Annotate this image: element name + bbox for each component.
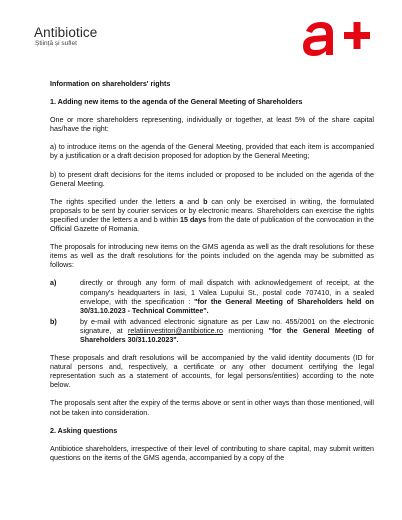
paragraph: One or more shareholders representing, individually or together, at least 5% of the share capital has/have the right: xyxy=(50,116,374,134)
bold-days: 15 days xyxy=(180,215,207,224)
text-run: The rights specified under the letters xyxy=(50,197,180,206)
text-run: directly or through any form of mail dispatch with acknowledgement of receipt, at the company's headquarters in Iasi, 1 Valea Lupului St., postal code 707410, in a sealed envelope, with the specification : xyxy=(80,279,374,306)
text-run: by e-mail with advanced electronic signature as per Law no. 455/2001 on the electronic signature, at xyxy=(80,317,374,335)
paragraph-rights-exercise xyxy=(50,198,374,234)
text-run: can only be exercised in writing, the formulated proposals to be sent by courier services or by electronic means. Shareholders can exercise the rights specified under the letters a and b within xyxy=(50,197,374,224)
email-link[interactable]: relatiiinvestitori@antibiotice.ro xyxy=(128,326,223,335)
document-body xyxy=(50,80,374,472)
letterhead xyxy=(0,0,402,70)
text-run: mentioning xyxy=(223,326,269,335)
brand-tagline: Știință și suflet xyxy=(35,40,77,47)
brand-block xyxy=(34,26,97,48)
bold-specification: "for the General Meeting of Shareholders held on 30/31.10.2023 - Technical Committee". xyxy=(80,297,374,315)
brand-name: Antibiotice xyxy=(34,25,98,40)
list-item-text xyxy=(80,279,374,315)
text-run: from the date of publication of the convocation in the Official Gazette of Romania. xyxy=(50,215,374,234)
paragraph: The proposals for introducing new items on the GMS agenda as well as the draft resolutions for these items as well as the draft resolutions for the points included on the agenda may be submitted as follows: xyxy=(50,243,374,270)
paragraph: The proposals sent after the expiry of the terms above or sent in other ways than those mentioned, will not be taken into consideration. xyxy=(50,399,374,417)
bold-letter-b: b xyxy=(203,197,208,206)
list-item-text xyxy=(80,318,374,345)
text-run: and xyxy=(183,197,204,206)
list-marker: b) xyxy=(50,317,57,326)
submission-methods-list xyxy=(50,279,374,345)
paragraph: These proposals and draft resolutions will be accompanied by the valid identity documents (ID for natural persons and, respectively, a certificate or any other document certifying the legal representation such as a statement of accounts, for legal persons/entities) according to the note below. xyxy=(50,354,374,390)
paragraph: a) to introduce items on the agenda of the General Meeting, provided that each item is accompanied by a justification or a draft decision proposed for adoption by the General Meeting; xyxy=(50,143,374,161)
section-heading-adding-items: 1. Adding new items to the agenda of the General Meeting of Shareholders xyxy=(50,98,303,107)
list-marker: a) xyxy=(50,279,57,288)
bold-letter-a: a xyxy=(179,197,184,206)
section-heading-asking-questions: 2. Asking questions xyxy=(50,426,118,435)
paragraph: Antibiotice shareholders, irrespective of their level of contributing to share capital, may submit written questions on the items of the GMS agenda, accompanied by a copy of the xyxy=(50,444,374,462)
document-title: Information on shareholders' rights xyxy=(50,80,171,88)
paragraph: b) to present draft decisions for the items included or proposed to be included on the agenda of the General Meeting. xyxy=(50,170,374,188)
logo-text: a+ xyxy=(300,18,302,19)
bold-specification: "for the General Meeting of Shareholders 30/31.10.2023". xyxy=(80,326,374,344)
list-item xyxy=(50,279,374,315)
list-item xyxy=(50,318,374,345)
a-plus-logo xyxy=(300,18,374,58)
